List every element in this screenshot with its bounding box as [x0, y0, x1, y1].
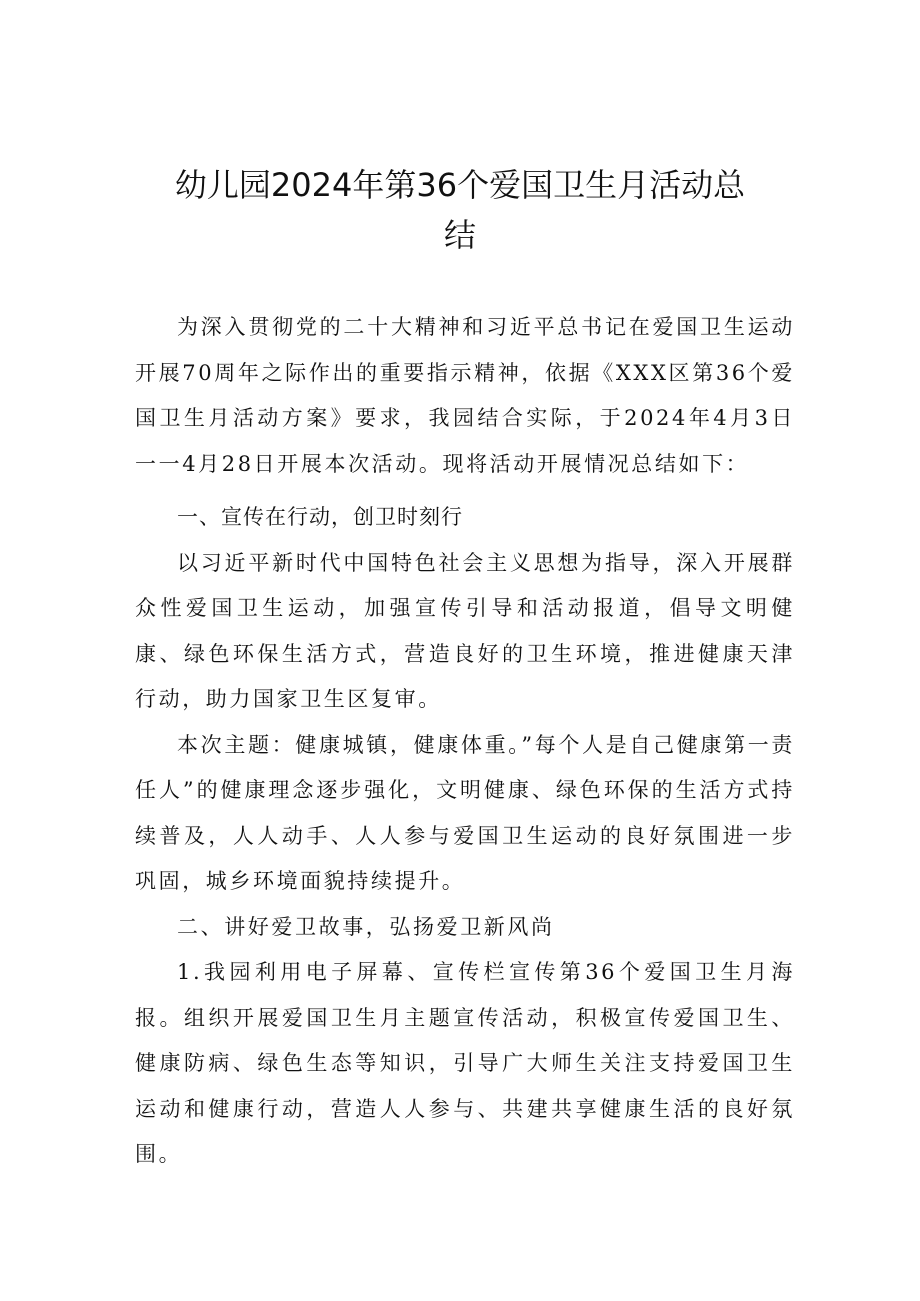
document-title — [120, 160, 800, 260]
intro-paragraph: 为深入贯彻党的二十大精神和习近平总书记在爱国卫生运动开展70周年之际作出的重要指示精神，依据《XXX区第36个爱国卫生月活动方案》要求，我园结合实际，于2024年4月3日一一4月28日开展本次活动。现将活动开展情况总结如下： — [135, 315, 795, 476]
section-heading-2: 二、讲好爱卫故事，弘扬爱卫新风尚 — [177, 914, 555, 939]
paragraph-2: 本次主题：健康城镇，健康体重。”每个人是自己健康第一责任人”的健康理念逐步强化，文明健康、绿色环保的生活方式持续普及，人人动手、人人参与爱国卫生运动的良好氛围进一步巩固，城乡环境面貌持续提升。 — [135, 732, 795, 893]
paragraph-3: 1.我园利用电子屏幕、宣传栏宣传第36个爱国卫生月海报。组织开展爱国卫生月主题宣传活动，积极宣传爱国卫生、健康防病、绿色生态等知识，引导广大师生关注支持爱国卫生运动和健康行动，营造人人参与、共建共享健康生活的良好氛围。 — [135, 960, 795, 1166]
section-heading-1: 一、宣传在行动，创卫时刻行 — [177, 505, 463, 529]
title-line-2: 结 — [443, 216, 476, 254]
title-line-1: 幼儿园2024年第36个爱国卫生月活动总 — [174, 166, 746, 204]
document-body — [135, 305, 795, 1178]
paragraph-1: 以习近平新时代中国特色社会主义思想为指导，深入开展群众性爱国卫生运动，加强宣传引导和活动报道，倡导文明健康、绿色环保生活方式，营造良好的卫生环境，推进健康天津行动，助力国家卫生区复审。 — [135, 550, 795, 711]
